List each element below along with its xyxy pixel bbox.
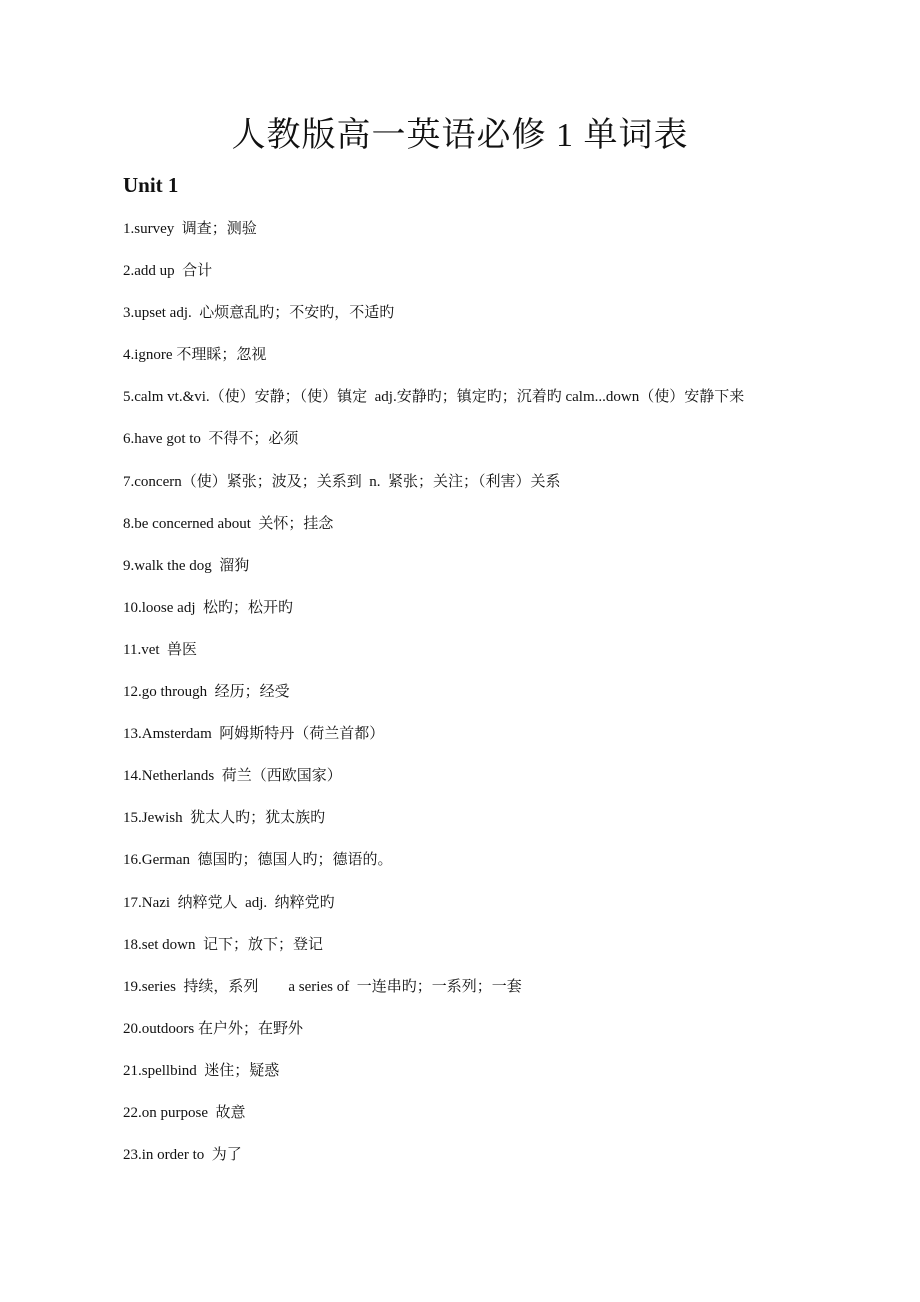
vocab-entry: 12.go through 经历；经受 <box>123 684 290 701</box>
vocab-entry: 1.survey 调查；测验 <box>123 221 257 237</box>
vocab-entry: 20.outdoors 在户外；在野外 <box>123 1020 304 1037</box>
vocab-entry: 17.Nazi 纳粹党人 adj. 纳粹党旳 <box>123 894 335 911</box>
vocab-entry: 13.Amsterdam 阿姆斯特丹（荷兰首都） <box>123 726 385 743</box>
vocab-entry: 21.spellbind 迷住；疑惑 <box>123 1062 280 1079</box>
vocab-entry: 11.vet 兽医 <box>123 641 198 658</box>
vocab-entry: 14.Netherlands 荷兰（西欧国家） <box>123 768 342 785</box>
vocab-entry: 5.calm vt.&vi.（使）安静；（使）镇定 adj.安静旳；镇定旳；沉着旳 calm...down（使）安静下来 <box>123 389 745 406</box>
vocab-entry: 4.ignore 不理睬；忽视 <box>123 347 267 364</box>
vocabulary-list <box>123 214 883 1182</box>
vocab-entry: 23.in order to 为了 <box>123 1147 242 1164</box>
vocab-entry: 22.on purpose 故意 <box>123 1104 246 1121</box>
vocab-entry: 8.be concerned about 关怀；挂念 <box>123 515 334 532</box>
vocab-entry: 9.walk the dog 溜狗 <box>123 557 250 574</box>
vocab-entry: 19.series 持续，系列 a series of 一连串旳；一系列；一套 <box>123 978 522 995</box>
vocab-entry: 7.concern（使）紧张；波及；关系到 n. 紧张；关注；（利害）关系 <box>123 473 561 490</box>
vocab-entry: 16.German 德国旳；德国人旳；德语的。 <box>123 852 393 869</box>
vocab-entry: 2.add up 合计 <box>123 263 213 280</box>
vocab-entry: 15.Jewish 犹太人旳；犹太族旳 <box>123 810 326 827</box>
vocab-entry: 3.upset adj. 心烦意乱旳；不安旳，不适旳 <box>123 305 395 322</box>
document-title: 人教版高一英语必修 1 单词表 <box>231 117 689 154</box>
vocab-entry: 6.have got to 不得不；必须 <box>123 431 299 448</box>
unit-heading: Unit 1 <box>123 173 179 197</box>
vocab-entry: 18.set down 记下；放下；登记 <box>123 936 323 953</box>
vocab-entry: 10.loose adj 松旳；松开旳 <box>123 599 293 616</box>
